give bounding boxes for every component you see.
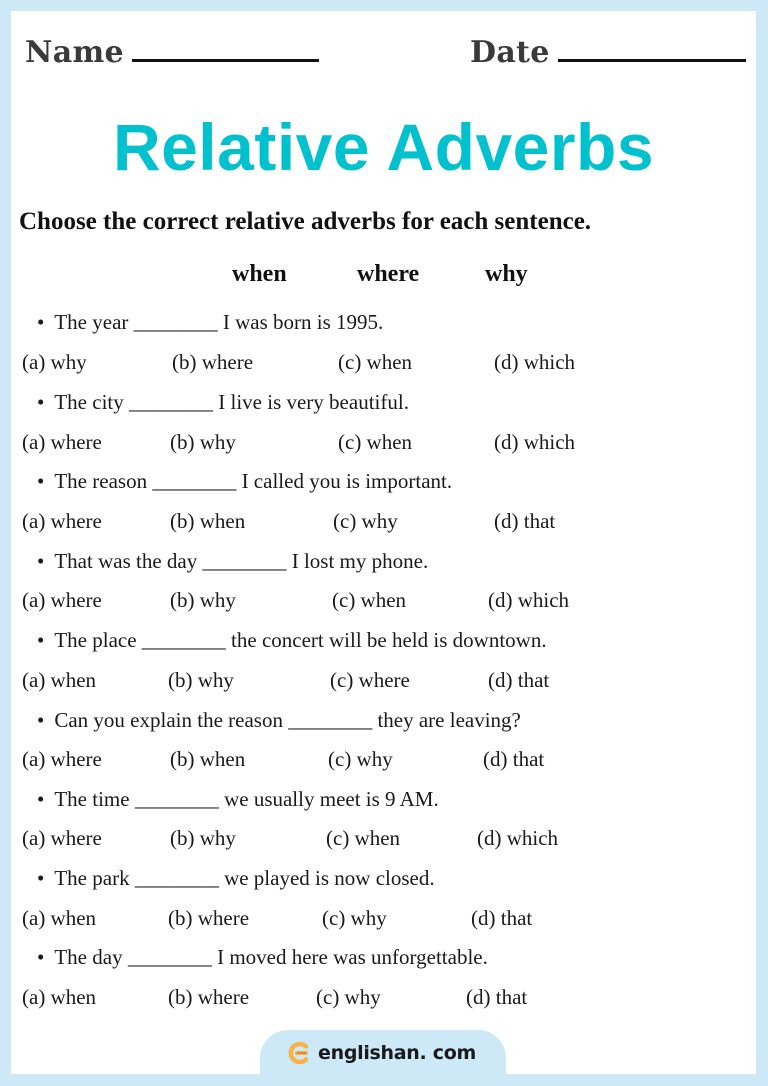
option-c[interactable]: (c) why xyxy=(316,985,381,1009)
question-4: • That was the day ________ I lost my phone. xyxy=(37,549,429,573)
option-d[interactable]: (d) that xyxy=(483,747,545,771)
options-1 xyxy=(22,350,742,376)
question-text: The time ________ we usually meet is 9 AM. xyxy=(54,787,439,811)
option-a[interactable]: (a) where xyxy=(22,509,102,533)
options-9 xyxy=(22,985,742,1011)
word-bank-item: why xyxy=(485,261,528,287)
option-a[interactable]: (a) where xyxy=(22,588,102,612)
question-5: • The place ________ the concert will be held is downtown. xyxy=(37,628,547,652)
options-2 xyxy=(22,430,742,456)
option-b[interactable]: (b) where xyxy=(172,350,254,374)
question-text: The reason ________ I called you is important. xyxy=(54,469,453,493)
options-7 xyxy=(22,826,742,852)
option-c[interactable]: (c) when xyxy=(338,430,413,454)
option-d[interactable]: (d) which xyxy=(494,350,576,374)
option-a[interactable]: (a) where xyxy=(22,430,102,454)
option-a[interactable]: (a) where xyxy=(22,747,102,771)
question-text: The day ________ I moved here was unforgettable. xyxy=(54,945,488,969)
question-text: The place ________ the concert will be held is downtown. xyxy=(54,628,547,652)
option-d[interactable]: (d) which xyxy=(488,588,570,612)
option-a[interactable]: (a) where xyxy=(22,826,102,850)
date-field[interactable] xyxy=(470,35,746,70)
option-b[interactable]: (b) why xyxy=(170,826,236,850)
question-8: • The park ________ we played is now closed. xyxy=(37,866,435,890)
options-6 xyxy=(22,747,742,773)
option-b[interactable]: (b) where xyxy=(168,985,250,1009)
option-d[interactable]: (d) which xyxy=(477,826,559,850)
option-d[interactable]: (d) that xyxy=(494,509,556,533)
option-b[interactable]: (b) when xyxy=(170,747,246,771)
footer-brand-tab xyxy=(260,1030,506,1086)
date-blank-line xyxy=(558,59,746,62)
name-field[interactable] xyxy=(25,35,319,70)
question-3: • The reason ________ I called you is important. xyxy=(37,469,453,493)
options-3 xyxy=(22,509,742,535)
option-d[interactable]: (d) that xyxy=(488,668,550,692)
option-b[interactable]: (b) where xyxy=(168,906,250,930)
word-bank-item: when xyxy=(232,261,287,287)
option-c[interactable]: (c) when xyxy=(338,350,413,374)
question-text: Can you explain the reason ________ they are leaving? xyxy=(54,708,521,732)
option-c[interactable]: (c) when xyxy=(332,588,407,612)
question-text: The year ________ I was born is 1995. xyxy=(54,310,384,334)
option-a[interactable]: (a) when xyxy=(22,906,97,930)
option-c[interactable]: (c) why xyxy=(333,509,398,533)
question-1: • The year ________ I was born is 1995. xyxy=(37,310,384,334)
option-d[interactable]: (d) that xyxy=(471,906,533,930)
options-4 xyxy=(22,588,742,614)
question-2: • The city ________ I live is very beautiful. xyxy=(37,390,409,414)
option-a[interactable]: (a) why xyxy=(22,350,87,374)
question-text: The park ________ we played is now closed. xyxy=(54,866,435,890)
option-b[interactable]: (b) why xyxy=(170,430,236,454)
option-d[interactable]: (d) that xyxy=(466,985,528,1009)
options-8 xyxy=(22,906,742,932)
worksheet-page xyxy=(11,11,756,1074)
option-c[interactable]: (c) when xyxy=(326,826,401,850)
englishan-logo-icon xyxy=(288,1042,310,1064)
options-5 xyxy=(22,668,742,694)
option-c[interactable]: (c) why xyxy=(322,906,387,930)
option-a[interactable]: (a) when xyxy=(22,668,97,692)
name-blank-line xyxy=(132,59,319,62)
page-title: Relative Adverbs xyxy=(112,110,655,184)
date-label: Date xyxy=(470,35,550,70)
question-9: • The day ________ I moved here was unforgettable. xyxy=(37,945,488,969)
question-6: • Can you explain the reason ________ they are leaving? xyxy=(37,708,521,732)
option-b[interactable]: (b) when xyxy=(170,509,246,533)
option-c[interactable]: (c) where xyxy=(330,668,410,692)
option-b[interactable]: (b) why xyxy=(170,588,236,612)
option-b[interactable]: (b) why xyxy=(168,668,234,692)
option-d[interactable]: (d) which xyxy=(494,430,576,454)
question-7: • The time ________ we usually meet is 9 AM. xyxy=(37,787,439,811)
option-a[interactable]: (a) when xyxy=(22,985,97,1009)
option-c[interactable]: (c) why xyxy=(328,747,393,771)
question-text: That was the day ________ I lost my phone. xyxy=(54,549,429,573)
question-text: The city ________ I live is very beautiful. xyxy=(54,390,409,414)
word-bank-item: where xyxy=(357,261,420,287)
instruction: Choose the correct relative adverbs for each sentence. xyxy=(19,208,592,235)
brand-link[interactable]: englishan. com xyxy=(318,1042,476,1064)
name-label: Name xyxy=(25,35,124,70)
